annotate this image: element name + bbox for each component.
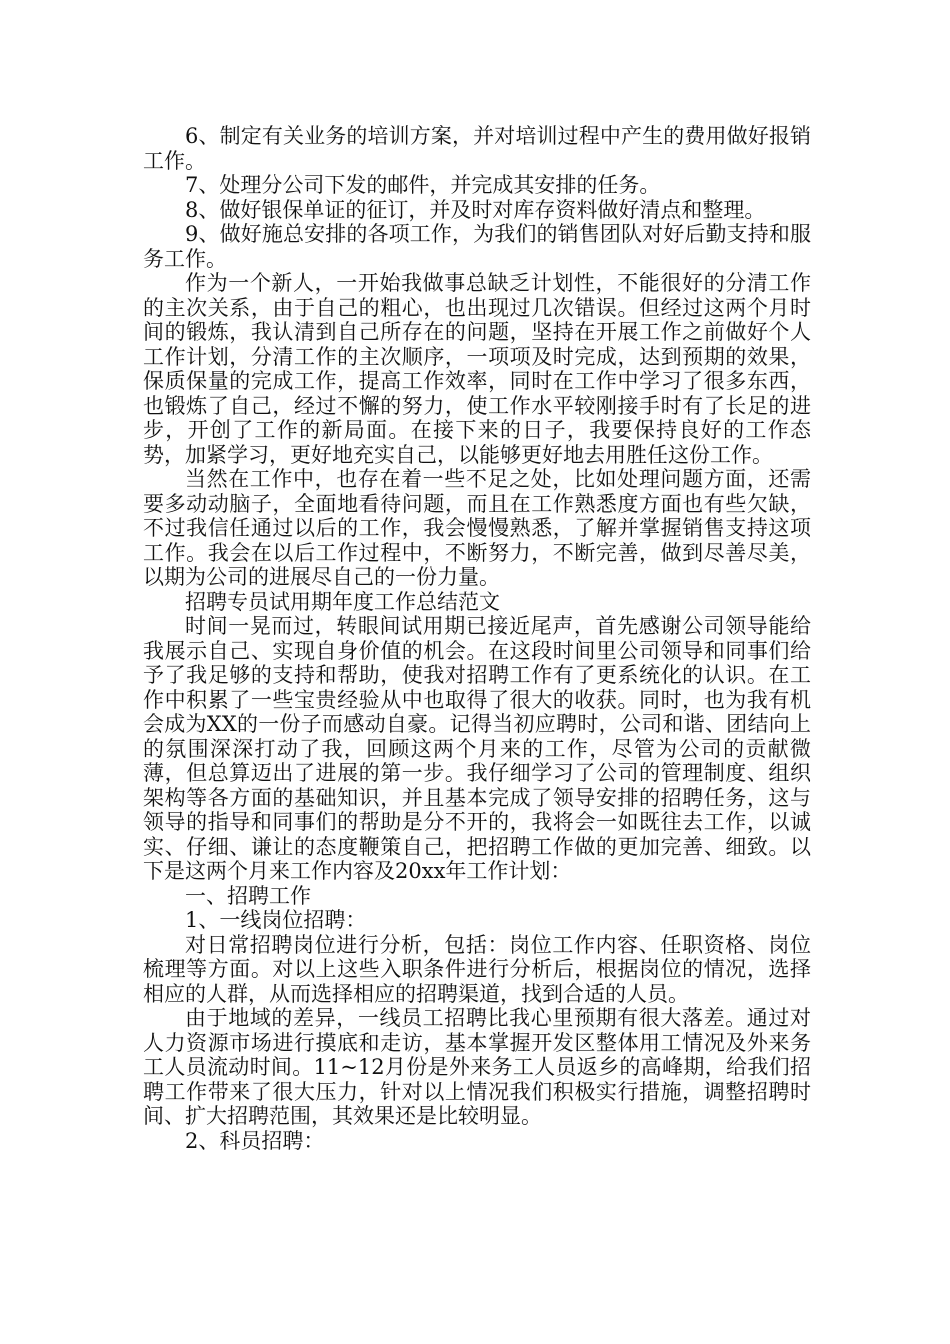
list-item-9: 9、做好施总安排的各项工作，为我们的销售团队对好后勤支持和服务工作。 [143, 222, 811, 271]
paragraph-intro: 时间一晃而过，转眼间试用期已接近尾声，首先感谢公司领导能给我展示自己、实现自身价值的机会。在这段时间里公司领导和同事们给予了我足够的支持和帮助，使我对招聘工作有了更系统化的认识。在工作中积累了一些宝贵经验从中也取得了很大的收获。同时，也为我有机会成为XX的一份子而感动自豪。记得当初应聘时，公司和谐、团结向上的氛围深深打动了我，回顾这两个月来的工作，尽管为公司的贡献微薄，但总算迈出了进展的第一步。我仔细学习了公司的管理制度、组织架构等各方面的基础知识，并且基本完成了领导安排的招聘任务，这与领导的指导和同事们的帮助是分不开的，我将会一如既往去工作，以诚实、仔细、谦让的态度鞭策自己，把招聘工作做的更加完善、细致。以下是这两个月来工作内容及20xx年工作计划： [143, 614, 811, 883]
section-title: 招聘专员试用期年度工作总结范文 [185, 589, 500, 614]
list-item-6: 6、制定有关业务的培训方案，并对培训过程中产生的费用做好报销工作。 [143, 124, 811, 173]
subheading-staff: 2、科员招聘： [185, 1128, 325, 1153]
paragraph-analysis: 对日常招聘岗位进行分析，包括：岗位工作内容、任职资格、岗位梳理等方面。对以上这些入职条件进行分析后，根据岗位的情况，选择相应的人群，从而选择相应的招聘渠道，找到合适的人员。 [143, 932, 811, 1006]
paragraph-reflection: 作为一个新人，一开始我做事总缺乏计划性，不能很好的分清工作的主次关系，由于自己的粗心，也出现过几次错误。但经过这两个月时间的锻炼，我认清到自己所存在的问题，坚持在开展工作之前做好个人工作计划，分清工作的主次顺序，一项项及时完成，达到预期的效果，保质保量的完成工作，提高工作效率，同时在工作中学习了很多东西，也锻炼了自己，经过不懈的努力，使工作水平较刚接手时有了长足的进步，开创了工作的新局面。在接下来的日子，我要保持良好的工作态势，加紧学习，更好地充实自己，以能够更好地去用胜任这份工作。 [143, 271, 811, 467]
subheading-frontline: 1、一线岗位招聘： [185, 908, 367, 932]
list-item-7: 7、处理分公司下发的邮件，并完成其安排的任务。 [185, 173, 661, 197]
list-item-8: 8、做好银保单证的征订，并及时对库存资料做好清点和整理。 [185, 197, 766, 222]
paragraph-shortcomings: 当然在工作中，也存在着一些不足之处，比如处理问题方面，还需要多动动脑子，全面地看待问题，而且在工作熟悉度方面也有些欠缺，不过我信任通过以后的工作，我会慢慢熟悉，了解并掌握销售支持这项工作。我会在以后工作过程中，不断努力，不断完善，做到尽善尽美，以期为公司的进展尽自己的一份力量。 [143, 467, 811, 589]
paragraph-regional: 由于地域的差异，一线员工招聘比我心里预期有很大落差。通过对人力资源市场进行摸底和走访，基本掌握开发区整体用工情况及外来务工人员流动时间。11~12月份是外来务工人员返乡的高峰期，给我们招聘工作带来了很大压力，针对以上情况我们积极实行措施，调整招聘时间、扩大招聘范围，其效果还是比较明显。 [143, 1006, 811, 1128]
heading-recruitment: 一、招聘工作 [185, 883, 311, 908]
document-body [143, 124, 811, 1153]
